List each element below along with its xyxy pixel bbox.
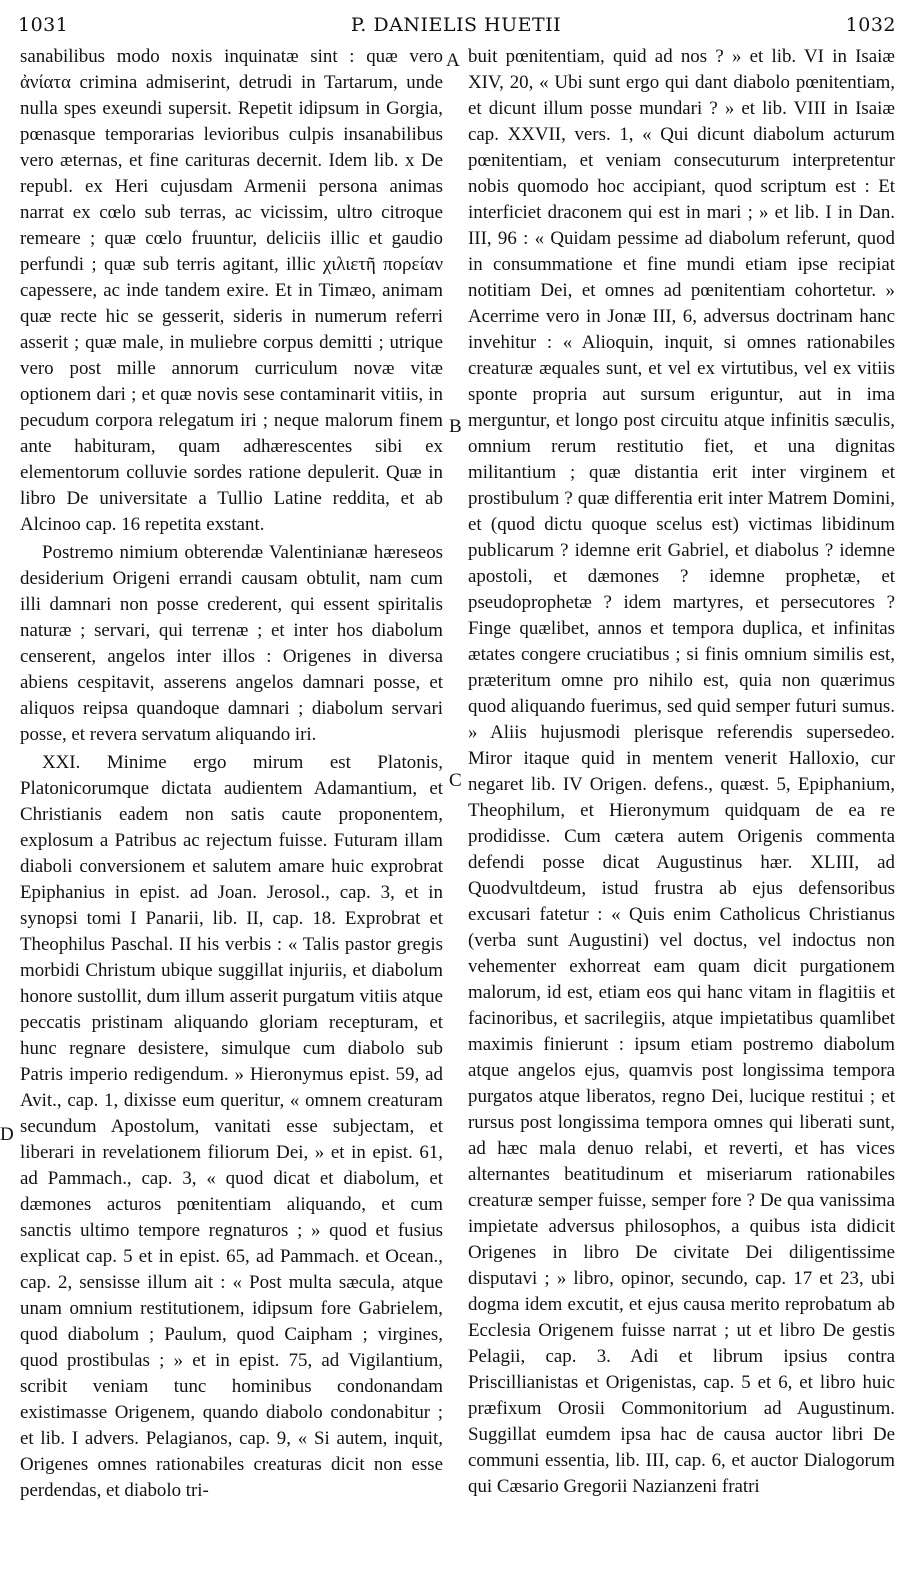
right-column bbox=[468, 44, 895, 1500]
left-paragraph-3: XXI. Minime ergo mirum est Platonis, Platonicorumque dictata audientem Adamantium, et Christianis eadem non satis caute proponentem, explosum a Patribus ac rejectum fuisse. Futuram illam diaboli conversionem et salutem amare huic exprobrat Epiphanius in epist. ad Joan. Jerosol., cap. 3, et in synopsi tomi I Panarii, lib. II, cap. 18. Exprobrat et Theophilus Paschal. II his verbis : « Talis pastor gregis morbidi Christum ubique suggillat injuriis, et diabolum honore sustollit, dum illum asserit purgatum vitiis atque peccatis pristinam aliquando gloriam recepturam, et hunc regnare desistere, simulque cum diabolo sub Patris imperio redigendum. » Hieronymus epist. 59, ad Avit., cap. 1, dixisse eum queritur, « omnem creaturam secundum Apostolum, vanitati esse subjectam, et liberari in revelationem filiorum Dei, » et in epist. 61, ad Pammach., cap. 3, « quod dicat et diabolum, et dæmones acturos pœnitentiam aliquando, et cum sanctis ultimo tempore regnaturos ; » quod et fusius explicat cap. 5 et in epist. 65, ad Pammach. et Ocean., cap. 2, sensisse illum ait : « Post multa sæcula, atque unam omnium restitutionem, idipsum fore Gabrielem, quod diabolum ; Paulum, quod Caipham ; virgines, quod prostibulas ; » et in epist. 75, ad Vigilantium, scribit veniam tunc hominibus condonandam existimasse Origenem, quando diabolo condonabitur ; et lib. I advers. Pelagianos, cap. 9, « Si autem, inquit, Origenes omnes rationabiles creaturas dicit non esse perdendas, et diabolo tri- bbox=[20, 752, 443, 1501]
margin-letter-c: C bbox=[449, 770, 462, 791]
margin-letter-b: B bbox=[449, 416, 462, 437]
page-header bbox=[0, 2, 912, 38]
left-column bbox=[20, 44, 443, 1504]
page-number-left: 1031 bbox=[18, 14, 69, 36]
right-paragraph-1: buit pœnitentiam, quid ad nos ? » et lib. VI in Isaiæ XIV, 20, « Ubi sunt ergo qui dant diabolo pœnitentiam, et dicunt illum posse mundari ? » et lib. VIII in Isaiæ cap. XXVII, vers. 1, « Qui dicunt diabolum acturum pœnitentiam, et veniam consecuturum interpretentur nobis quomodo hoc accipiant, quod scriptum est : Et interficiet draconem qui est in mari ; » et lib. I in Dan. III, 96 : « Quidam pessime ad diabolum referunt, quod in consummatione et fine mundi etiam ipse recipiat notitiam Dei, et omnes ad pœnitentiam cohortetur. » Acerrime vero in Jonæ III, 6, adversus doctrinam hanc invehitur : « Alioquin, inquit, si omnes rationabiles creaturæ æquales sunt, et vel ex virtutibus, vel ex vitiis sponte propria aut sursum eriguntur, aut in ima merguntur, et longo post circuitu atque infinitis sæculis, omnium rerum restitutio fiet, et una dignitas militantium ; quæ distantia erit inter virginem et prostibulum ? quæ differentia erit inter Matrem Domini, et (quod dictu quoque scelus est) victimas libidinum publicarum ? idemne erit Gabriel, et diabolus ? idemne apostoli, et dæmones ? idemne prophetæ, et pseudoprophetæ ? idem martyres, et persecutores ? Finge quælibet, annos et tempora duplica, et infinitas ætates congere cruciatibus ; si finis omnium similis est, præteritum omne pro nihilo est, quia non quærimus quod aliquando fuerimus, sed quid semper futuri sumus. » Aliis hujusmodi plerisque referendis supersedeo. Miror itaque quid in mentem venerit Halloxio, cur negaret lib. IV Origen. defens., quæst. 5, Epiphanium, Theophilum, et Hieronymum quidquam de ea re prodidisse. Cum cætera autem Origenis commenta defendi posse dicat Augustinus hær. XLIII, ad Quodvultdeum, istud frustra ab ejus defensoribus excusari fatetur : « Quis enim Catholicus Christianus (verba sunt Augustini) vel doctus, vel indoctus non vehementer exhorreat eam quam dicit purgationem malorum, id est, etiam eos qui hanc vitam in flagitiis et facinoribus, et sacrilegiis, atque impietatibus quamlibet maximis finierunt : ipsum etiam postremo diabolum atque angelos ejus, quamvis post longissima tempora purgatos atque liberatos, regno Dei, lucique restitui ; et rursus post longissima tempora omnes qui liberati sunt, ad hæc mala denuo relabi, et reverti, et has vices alternantes beatitudinum et miseriarum rationabiles creaturæ semper fuisse, semper fore ? De qua vanissima impietate adversus philosophos, a quibus ista didicit Origenes in libro De civitate Dei diligentissime disputavi ; » libro, opinor, secundo, cap. 17 et 23, ubi dogma idem excutit, et ejus causa merito reprobatum ab Ecclesia Origenem fuisse narrat ; ut et libro De gestis Pelagii, cap. 3. Adi et librum ipsius contra Priscillianistas et Origenistas, cap. 5 et 6, et libro huic præfixum Orosii Commonitorium ad Augustinum. Suggillat eumdem ipsa hac de causa auctor libri De communi essentia, lib. III, cap. 6, et auctor Dialogorum qui Cæsario Gregorii Nazianzeni fratri bbox=[468, 46, 895, 1497]
left-paragraph-1: sanabilibus modo noxis inquinatæ sint : quæ vero ἀνίατα crimina admiserint, detrudi in Tartarum, unde nulla spes exeundi supersit. Repetit idipsum in Gorgia, pœnasque temporarias levioribus culpis insanabilibus vero æternas, et fine carituras decernit. Idem lib. x De republ. ex Heri cujusdam Armenii persona animas narrat ex cœlo sub terras, ac vicissim, ultro citroque remeare ; quæ cœlo fruuntur, deliciis illic et gaudio perfundi ; quæ sub terris agitant, illic χιλιετῆ πορείαν capessere, ac inde tandem exire. Et in Timæo, animam quæ recte hic se gesserit, sideris in numerum referri asserit ; quæ male, in muliebre corpus demitti ; utrique vero post mille annorum curriculum novæ vitæ optionem dari ; et quæ novis sese contaminarit vitiis, in pecudum corpora relegatum iri ; neque malorum finem ante habituram, quam adhærescentes sibi ex elementorum colluvie sordes ratione depulerit. Quæ in libro De universitate a Tullio Latine reddita, et ab Alcinoo cap. 16 repetita exstant. bbox=[20, 46, 443, 535]
margin-letter-d: D bbox=[0, 1124, 14, 1145]
left-paragraph-2: Postremo nimium obterendæ Valentinianæ hæreseos desiderium Origeni errandi causam obtulit, nam cum illi damnari non posse crederent, qui essent spiritalis naturæ ; servari, qui terrenæ ; et inter hos diabolum censerent, angelos inter illos : Origenes in diversa abiens cespitavit, asserens angelos damnari posse, et aliquos reipsa quandoque damnari ; diabolum servari posse, et revera servatum aliquando iri. bbox=[20, 542, 443, 745]
page-number-right: 1032 bbox=[845, 14, 896, 36]
margin-letter-a: A bbox=[446, 50, 460, 71]
running-title: P. DANIELIS HUETII bbox=[350, 14, 562, 36]
